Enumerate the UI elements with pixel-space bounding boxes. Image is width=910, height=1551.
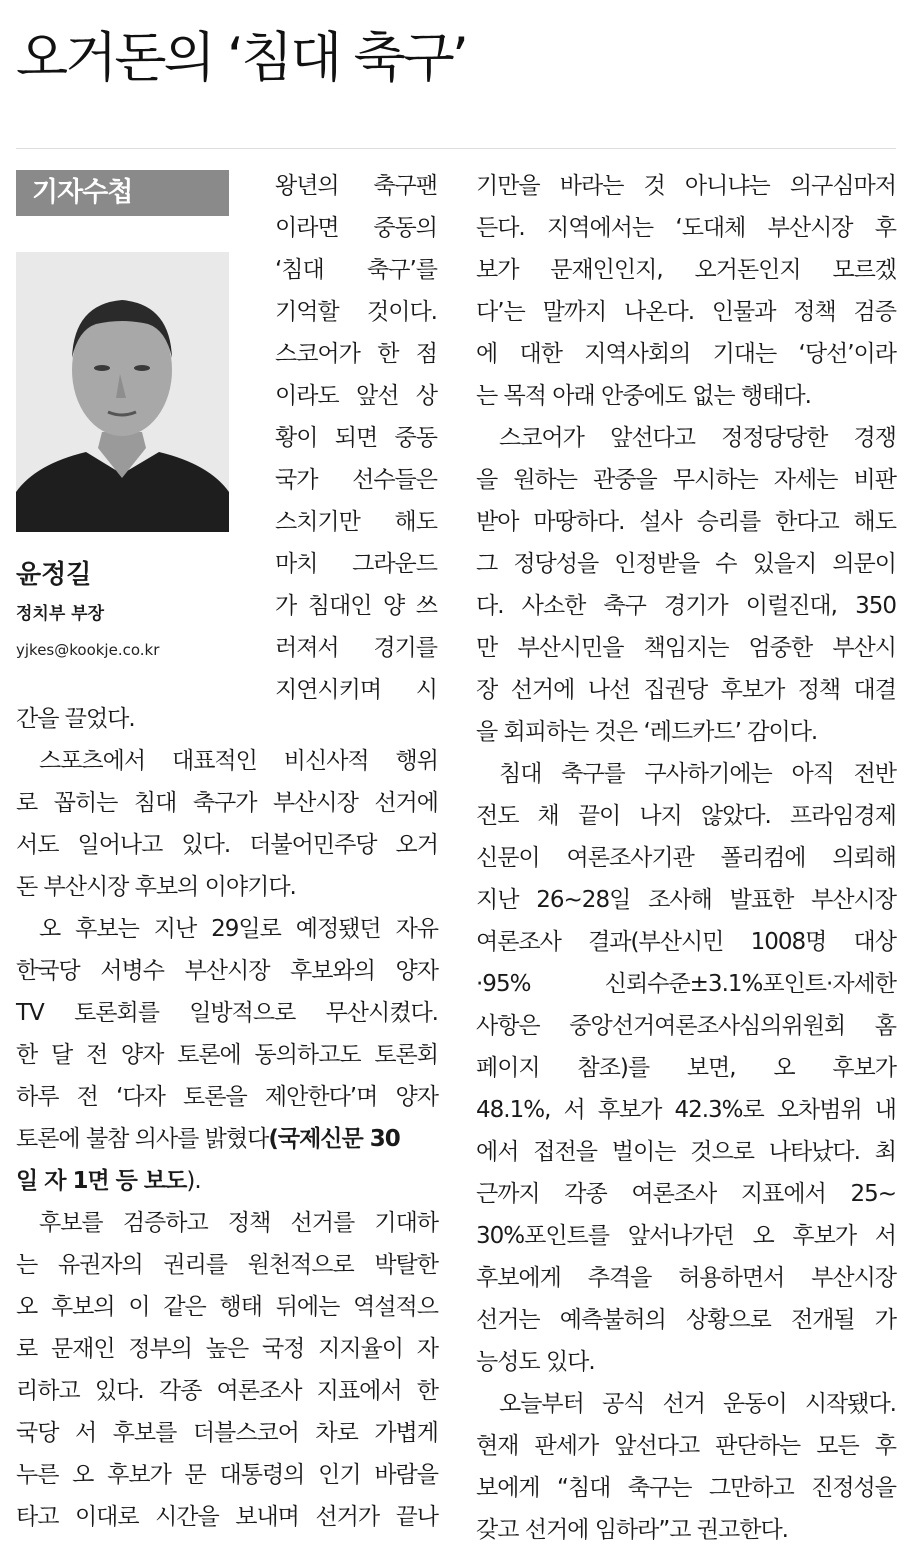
- text-line: 보에게 “침대 축구는 그만하고 진정성을: [476, 1475, 896, 1501]
- article-column-right: [476, 165, 896, 1551]
- text-line: 페이지 참조)를 보면, 오 후보가: [476, 1055, 896, 1081]
- text-line: 가 침대인 양 쓰: [275, 593, 437, 619]
- text-line: 이라면 중동의: [275, 215, 437, 241]
- text-line: 든다. 지역에서는 ‘도대체 부산시장 후: [476, 215, 896, 241]
- text-line: 기만을 바라는 것 아니냐는 의구심마저: [476, 173, 896, 199]
- column-badge: 기자수첩: [16, 170, 229, 216]
- text-line: 는 목적 아래 안중에도 없는 행태다.: [476, 383, 811, 409]
- text-line: 침대 축구를 구사하기에는 아직 전반: [499, 761, 896, 787]
- text-line: 오 후보는 지난 29일로 예정됐던 자유: [39, 916, 438, 942]
- text-line: 그 정당성을 인정받을 수 있을지 의문이: [476, 551, 896, 577]
- text-line: TV 토론회를 일방적으로 무산시켰다.: [16, 1000, 438, 1026]
- text-line: 만 부산시민을 책임지는 엄중한 부산시: [476, 635, 896, 661]
- text-line: 지난 26~28일 조사해 발표한 부산시장: [476, 887, 896, 913]
- text-line: 오 후보의 이 같은 행태 뒤에는 역설적으: [16, 1294, 438, 1320]
- text-line: 신문이 여론조사기관 폴리컴에 의뢰해: [476, 845, 896, 871]
- text-line: 장 선거에 나선 집권당 후보가 정책 대결: [476, 677, 896, 703]
- text-line: 국당 서 후보를 더블스코어 차로 가볍게: [16, 1420, 438, 1446]
- text-line: 이라도 앞선 상: [275, 383, 437, 409]
- text-line: 는 유권자의 권리를 원천적으로 박탈한: [16, 1252, 438, 1278]
- citation-bold: 일 자 1면 등 보도: [16, 1168, 187, 1194]
- text-line: 을 회피하는 것은 ‘레드카드’ 감이다.: [476, 719, 818, 745]
- reporter-photo: [16, 252, 229, 532]
- text-line: 여론조사 결과(부산시민 1008명 대상: [476, 929, 896, 955]
- text-line: 로 문재인 정부의 높은 국정 지지율이 자: [16, 1336, 438, 1362]
- text-line: 갖고 선거에 임하라”고 권고한다.: [476, 1517, 788, 1543]
- text-line: 스포츠에서 대표적인 비신사적 행위: [39, 748, 438, 774]
- reporter-portrait-image: [16, 252, 229, 532]
- text-line: 스코어가 앞선다고 정정당당한 경쟁: [499, 425, 896, 451]
- text-line: 다. 사소한 축구 경기가 이럴진대, 350: [476, 593, 896, 619]
- text-line: 에 대한 지역사회의 기대는 ‘당선’이라: [476, 341, 896, 367]
- text-line: 보가 문재인인지, 오거돈인지 모르겠: [476, 257, 896, 283]
- text-line: 30%포인트를 앞서나가던 오 후보가 서: [476, 1223, 896, 1249]
- text-line: 마치 그라운드: [275, 551, 437, 577]
- text-line: 한국당 서병수 부산시장 후보와의 양자: [16, 958, 438, 984]
- text-line: 황이 되면 중동: [275, 425, 437, 451]
- text-line: 리하고 있다. 각종 여론조사 지표에서 한: [16, 1378, 438, 1404]
- text-line: 선거는 예측불허의 상황으로 전개될 가: [476, 1307, 896, 1333]
- text-line: 후보를 검증하고 정책 선거를 기대하: [39, 1210, 438, 1236]
- article-column-narrow: [275, 165, 437, 711]
- headline: 오거돈의 ‘침대 축구’: [16, 26, 466, 89]
- headline-divider: [16, 148, 896, 149]
- text-segment: 토론에 불참 의사를 밝혔다: [16, 1126, 269, 1152]
- text-line: 러져서 경기를: [275, 635, 437, 661]
- text-line: 지연시키며 시: [275, 677, 437, 703]
- text-line: 국가 선수들은: [275, 467, 437, 493]
- text-line: 타고 이대로 시간을 보내며 선거가 끝나: [16, 1504, 438, 1530]
- text-line: 다’는 말까지 나온다. 인물과 정책 검증: [476, 299, 896, 325]
- text-line: 로 꼽히는 침대 축구가 부산시장 선거에: [16, 790, 438, 816]
- text-line: 현재 판세가 앞선다고 판단하는 모든 후: [476, 1433, 896, 1459]
- text-line: 능성도 있다.: [476, 1349, 595, 1375]
- text-line: 전도 채 끝이 나지 않았다. 프라임경제: [476, 803, 896, 829]
- byline-title: 정치부 부장: [16, 604, 105, 624]
- article-column-left: [16, 698, 438, 1538]
- text-line: 하루 전 ‘다자 토론을 제안한다’며 양자: [16, 1084, 438, 1110]
- text-line: 을 원하는 관중을 무시하는 자세는 비판: [476, 467, 896, 493]
- text-line: 간을 끌었다.: [16, 706, 135, 732]
- text-line: 받아 마땅하다. 설사 승리를 한다고 해도: [476, 509, 896, 535]
- text-line: 한 달 전 양자 토론에 동의하고도 토론회: [16, 1042, 438, 1068]
- text-line: 에서 접전을 벌이는 것으로 나타났다. 최: [476, 1139, 896, 1165]
- text-line: 48.1%, 서 후보가 42.3%로 오차범위 내: [476, 1097, 896, 1123]
- text-line: 스치기만 해도: [275, 509, 437, 535]
- text-line: 사항은 중앙선거여론조사심의위원회 홈: [476, 1013, 896, 1039]
- text-line: 후보에게 추격을 허용하면서 부산시장: [476, 1265, 896, 1291]
- text-line: 돈 부산시장 후보의 이야기다.: [16, 874, 296, 900]
- text-line-with-citation: [16, 1118, 438, 1160]
- text-segment: ).: [186, 1168, 201, 1194]
- text-line: 기억할 것이다.: [275, 299, 437, 325]
- text-line: ‘침대 축구’를: [275, 257, 437, 283]
- text-line: 오늘부터 공식 선거 운동이 시작됐다.: [499, 1391, 896, 1417]
- text-line: 서도 일어나고 있다. 더불어민주당 오거: [16, 832, 438, 858]
- byline-email: yjkes@kookje.co.kr: [16, 641, 160, 659]
- byline-name: 윤정길: [16, 560, 92, 590]
- text-line: 왕년의 축구팬: [275, 173, 437, 199]
- text-line: ·95% 신뢰수준±3.1%포인트·자세한: [476, 971, 896, 997]
- text-line-with-citation: [16, 1160, 438, 1202]
- text-line: 스코어가 한 점: [275, 341, 437, 367]
- citation-bold: (국제신문 30: [268, 1126, 400, 1152]
- text-line: 근까지 각종 여론조사 지표에서 25~: [476, 1181, 896, 1207]
- text-line: 누른 오 후보가 문 대통령의 인기 바람을: [16, 1462, 438, 1488]
